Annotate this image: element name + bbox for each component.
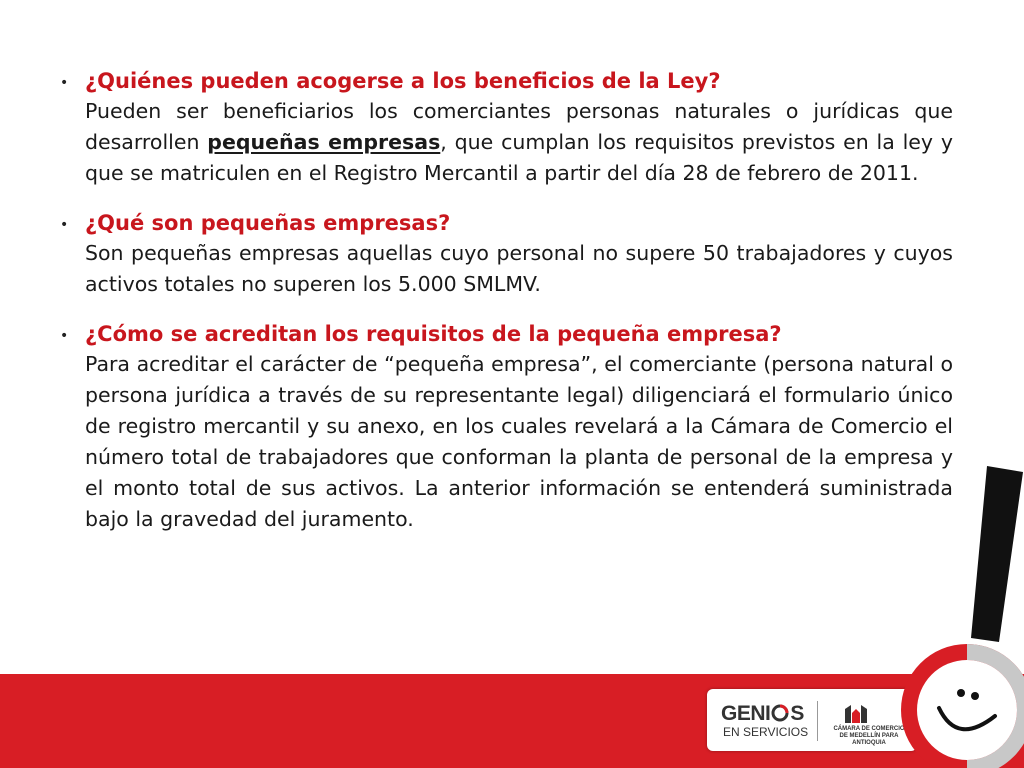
logo-text: GENI bbox=[721, 702, 771, 725]
answer-paragraph: Para acreditar el carácter de “pequeña empresa”, el comerciante (persona natural o persona jurídica a través de su representante legal) diligenciará el formulario único de registro mercantil y su anexo, en los cuales revelará a la Cámara de Comercio el número total de trabajadores que conforman la planta de personal de la empresa y el monto total de sus activos. La anterior información se entenderá suministrada bajo la gravedad del juramento. bbox=[85, 352, 953, 531]
bullet: • bbox=[60, 75, 69, 91]
answer-text: , que cumplan los requisitos previstos en la ley y que se matriculen en el Registro Mercantil a partir del día 28 de febrero de 2011. bbox=[85, 130, 953, 185]
camara-line: CÁMARA DE COMERCIO bbox=[833, 726, 905, 732]
genios-subtitle: EN SERVICIOS bbox=[723, 725, 809, 739]
answer-text: Pueden ser beneficiarios los comerciantes personas naturales o jurídicas que desarrollen bbox=[85, 99, 953, 154]
camara-line: DE MEDELLÍN PARA ANTIOQUIA bbox=[839, 733, 899, 746]
bullet: • bbox=[60, 328, 69, 344]
question-heading: ¿Cómo se acreditan los requisitos de la pequeña empresa? bbox=[85, 322, 782, 346]
genios-logo bbox=[721, 703, 804, 725]
section-requirements bbox=[60, 319, 953, 535]
section-beneficiaries bbox=[60, 66, 953, 189]
camara-logo-icon bbox=[843, 703, 869, 725]
footer-logo-box bbox=[707, 689, 917, 751]
content-area bbox=[60, 66, 953, 554]
question-heading: ¿Quiénes pueden acogerse a los beneficios de la Ley? bbox=[85, 69, 721, 93]
answer-paragraph: Son pequeñas empresas aquellas cuyo personal no supere 50 trabajadores y cuyos activos totales no superen los 5.000 SMLMV. bbox=[85, 241, 953, 296]
exclamation-mascot-icon bbox=[895, 460, 1024, 768]
logo-divider bbox=[817, 701, 818, 741]
bullet: • bbox=[60, 217, 69, 233]
logo-text: S bbox=[790, 702, 804, 725]
emphasis-text: pequeñas empresas bbox=[207, 130, 441, 154]
genios-o-icon bbox=[771, 704, 789, 722]
answer-paragraph bbox=[85, 96, 953, 189]
question-heading: ¿Qué son pequeñas empresas? bbox=[85, 211, 451, 235]
section-definition bbox=[60, 208, 953, 300]
